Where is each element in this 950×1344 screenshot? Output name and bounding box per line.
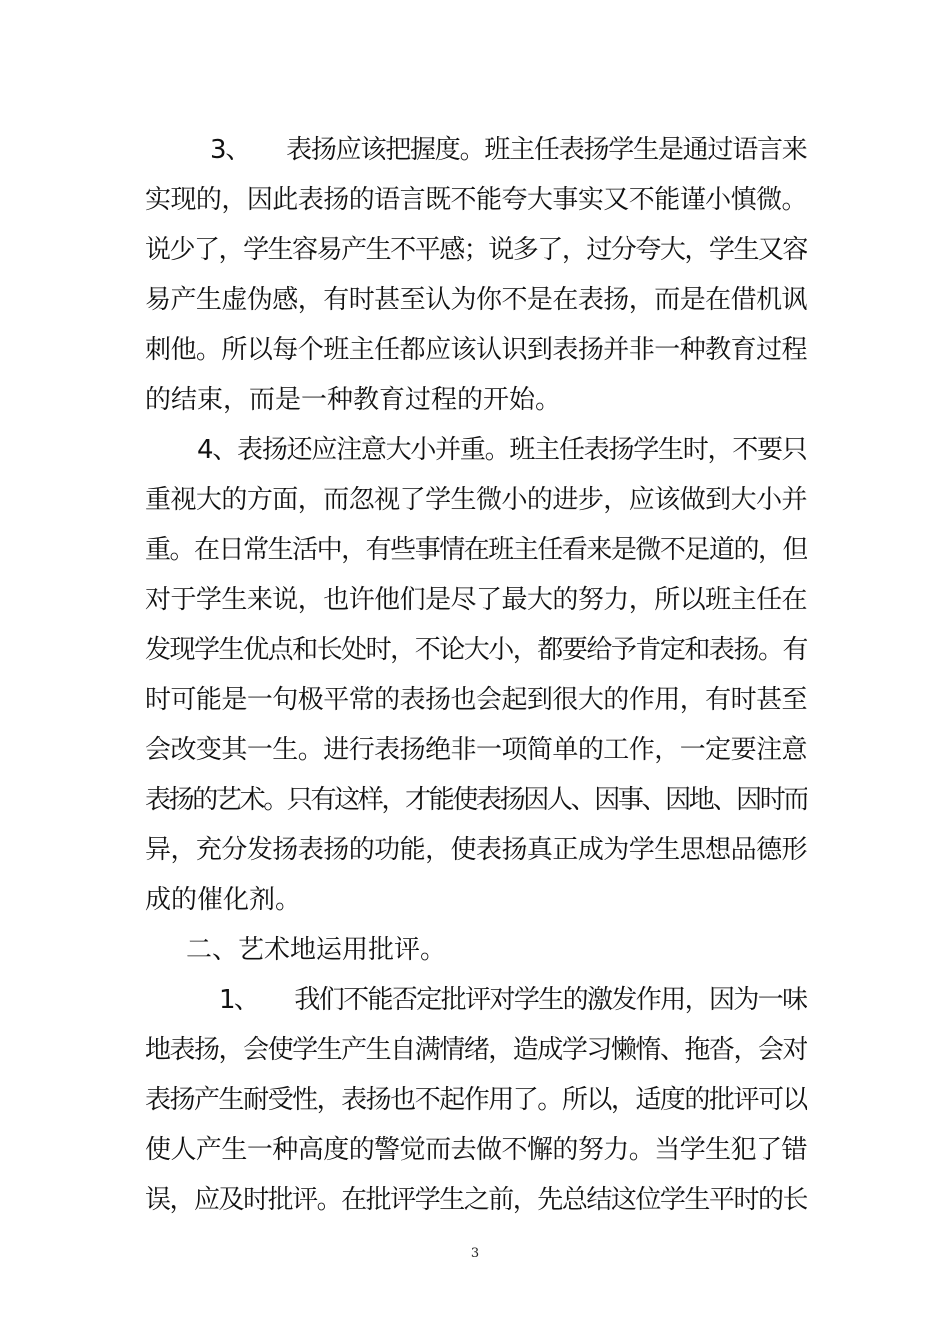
text-line: 对于学生来说，也许他们是尽了最大的努力，所以班主任在 xyxy=(145,585,807,615)
text-line: 使人产生一种高度的警觉而去做不懈的努力。当学生犯了错 xyxy=(145,1135,807,1165)
text-line: 4、表扬还应注意大小并重。班主任表扬学生时，不要只 xyxy=(197,435,807,465)
text-line: 实现的，因此表扬的语言既不能夸大事实又不能谨小慎微。 xyxy=(145,185,807,215)
text-line: 表扬产生耐受性，表扬也不起作用了。所以，适度的批评可以 xyxy=(145,1085,807,1115)
text-line: 刺他。所以每个班主任都应该认识到表扬并非一种教育过程 xyxy=(145,335,807,365)
text-line: 重视大的方面，而忽视了学生微小的进步，应该做到大小并 xyxy=(145,485,807,515)
text-line: 的结束，而是一种教育过程的开始。 xyxy=(145,385,562,415)
text-line xyxy=(210,130,807,170)
text-line: 发现学生优点和长处时，不论大小，都要给予肯定和表扬。有 xyxy=(145,635,807,665)
text-line: 说少了，学生容易产生不平感；说多了，过分夸大，学生又容 xyxy=(145,235,807,265)
text-line: 误，应及时批评。在批评学生之前，先总结这位学生平时的长 xyxy=(145,1185,807,1215)
line-text: 我们不能否定批评对学生的激发作用，因为一味 xyxy=(294,985,807,1015)
text-line: 异，充分发扬表扬的功能，使表扬真正成为学生思想品德形 xyxy=(145,835,807,865)
text-line: 成的催化剂。 xyxy=(145,885,302,915)
list-number: 3、 xyxy=(210,135,251,165)
text-line: 时可能是一句极平常的表扬也会起到很大的作用，有时甚至 xyxy=(145,685,807,715)
text-line: 地表扬，会使学生产生自满情绪，造成学习懒惰、拖沓，会对 xyxy=(145,1035,807,1065)
page-number: 3 xyxy=(470,1246,480,1261)
line-text: 表扬应该把握度。班主任表扬学生是通过语言来 xyxy=(286,135,807,165)
text-line xyxy=(219,980,807,1020)
text-line: 表扬的艺术。只有这样，才能使表扬因人、因事、因地、因时而 xyxy=(145,785,807,815)
text-line: 易产生虚伪感，有时甚至认为你不是在表扬，而是在借机讽 xyxy=(145,285,807,315)
text-line: 重。在日常生活中，有些事情在班主任看来是微不足道的，但 xyxy=(145,535,807,565)
list-number: 1、 xyxy=(219,985,259,1015)
text-line: 会改变其一生。进行表扬绝非一项简单的工作，一定要注意 xyxy=(145,735,807,765)
section-heading: 二、艺术地运用批评。 xyxy=(186,935,447,965)
